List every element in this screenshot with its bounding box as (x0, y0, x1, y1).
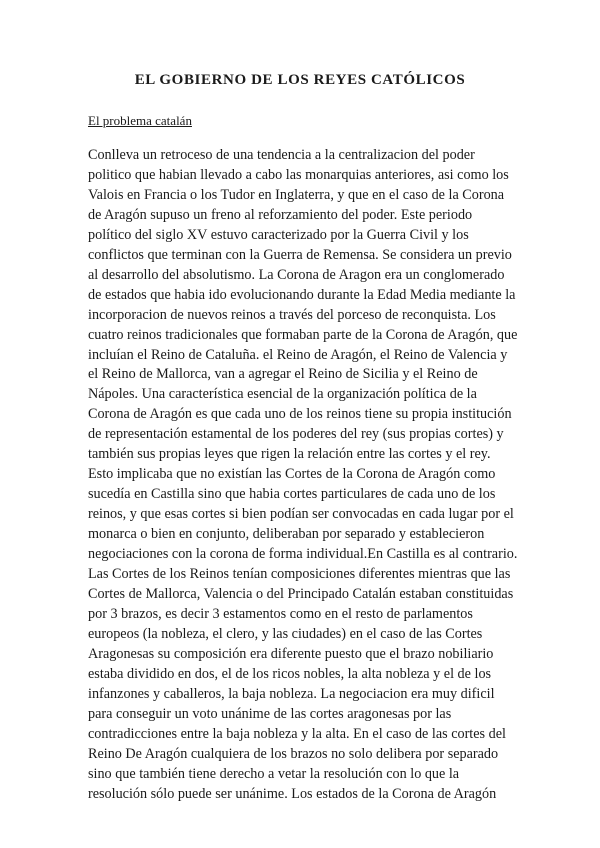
text-line: de representación estamental de los poderes del rey (sus propias cortes) y (88, 426, 504, 443)
text-line: reinos, y que esas cortes si bien podían ser convocadas en cada lugar por el (88, 506, 514, 523)
section-heading: El problema catalán (88, 113, 192, 128)
text-line: Nápoles. Una característica esencial de la organización política de la (88, 386, 477, 403)
text-line: sino que también tiene derecho a vetar la resolución con lo que la (88, 765, 460, 782)
text-line: para conseguir un voto unánime de las cortes aragonesas por las (88, 705, 452, 722)
text-line: de Aragón supuso un freno al reforzamiento del poder. Este periodo (88, 206, 473, 223)
text-line: politico que habian llevado a cabo las monarquias anteriores, asi como los (88, 166, 509, 183)
text-line: el Reino de Mallorca, van a agregar el Reino de Sicilia y el Reino de (88, 366, 478, 383)
text-line: negociaciones con la corona de forma individual.En Castilla es al contrario. (88, 546, 518, 563)
text-line: sucedía en Castilla sino que habia cortes particulares de cada uno de los (88, 486, 496, 503)
text-line: Esto implicaba que no existían las Cortes de la Corona de Aragón como (88, 466, 496, 483)
text-line: incluían el Reino de Cataluña. el Reino de Aragón, el Reino de Valencia y (88, 346, 508, 363)
text-line: Las Cortes de los Reinos tenían composiciones diferentes mientras que las (88, 566, 511, 583)
text-line: Conlleva un retroceso de una tendencia a la centralizacion del poder (88, 147, 475, 163)
text-line: de estados que habia ido evolucionando durante la Edad Media mediante la (88, 286, 516, 303)
text-line: Reino De Aragón cualquiera de los brazos no solo delibera por separado (88, 745, 499, 762)
text-line: Corona de Aragón es que cada uno de los reinos tiene su propia institución (88, 406, 512, 423)
text-line: monarca o bien en conjunto, deliberaban por separado y establecieron (88, 526, 485, 543)
text-line: resolución sólo puede ser unánime. Los estados de la Corona de Aragón (88, 785, 497, 802)
text-line: cuatro reinos tradicionales que formaban parte de la Corona de Aragón, que (88, 326, 518, 343)
text-line: conflictos que terminan con la Guerra de Remensa. Se considera un previo (88, 246, 512, 263)
text-line: estaba dividido en dos, el de los ricos nobles, la alta nobleza y el de los (88, 665, 492, 682)
body-paragraph (88, 146, 528, 804)
text-line: incorporacion de nuevos reinos a través del porceso de reconquista. Los (88, 306, 496, 323)
text-line: político del siglo XV estuvo caracterizado por la Guerra Civil y los (88, 226, 469, 243)
text-line: Valois en Francia o los Tudor en Inglaterra, y que en el caso de la Corona (88, 186, 505, 203)
text-line: Aragonesas su composición era diferente puesto que el brazo nobiliario (88, 645, 494, 662)
text-line: europeos (la nobleza, el clero, y las ciudades) en el caso de las Cortes (88, 625, 483, 642)
text-line: Cortes de Mallorca, Valencia o del Principado Catalán estaban constituidas (88, 585, 514, 602)
text-line: por 3 brazos, es decir 3 estamentos como en el resto de parlamentos (88, 605, 473, 622)
text-line: infanzones y caballeros, la baja nobleza. La negociacion era muy dificil (88, 685, 495, 702)
text-line: también sus propias leyes que rigen la relación entre las cortes y el rey. (88, 446, 491, 463)
text-line: al desarrollo del absolutismo. La Corona de Aragon era un conglomerado (88, 266, 505, 283)
text-line: contradicciones entre la baja nobleza y la alta. En el caso de las cortes del (88, 725, 506, 742)
document-title: EL GOBIERNO DE LOS REYES CATÓLICOS (134, 72, 466, 88)
